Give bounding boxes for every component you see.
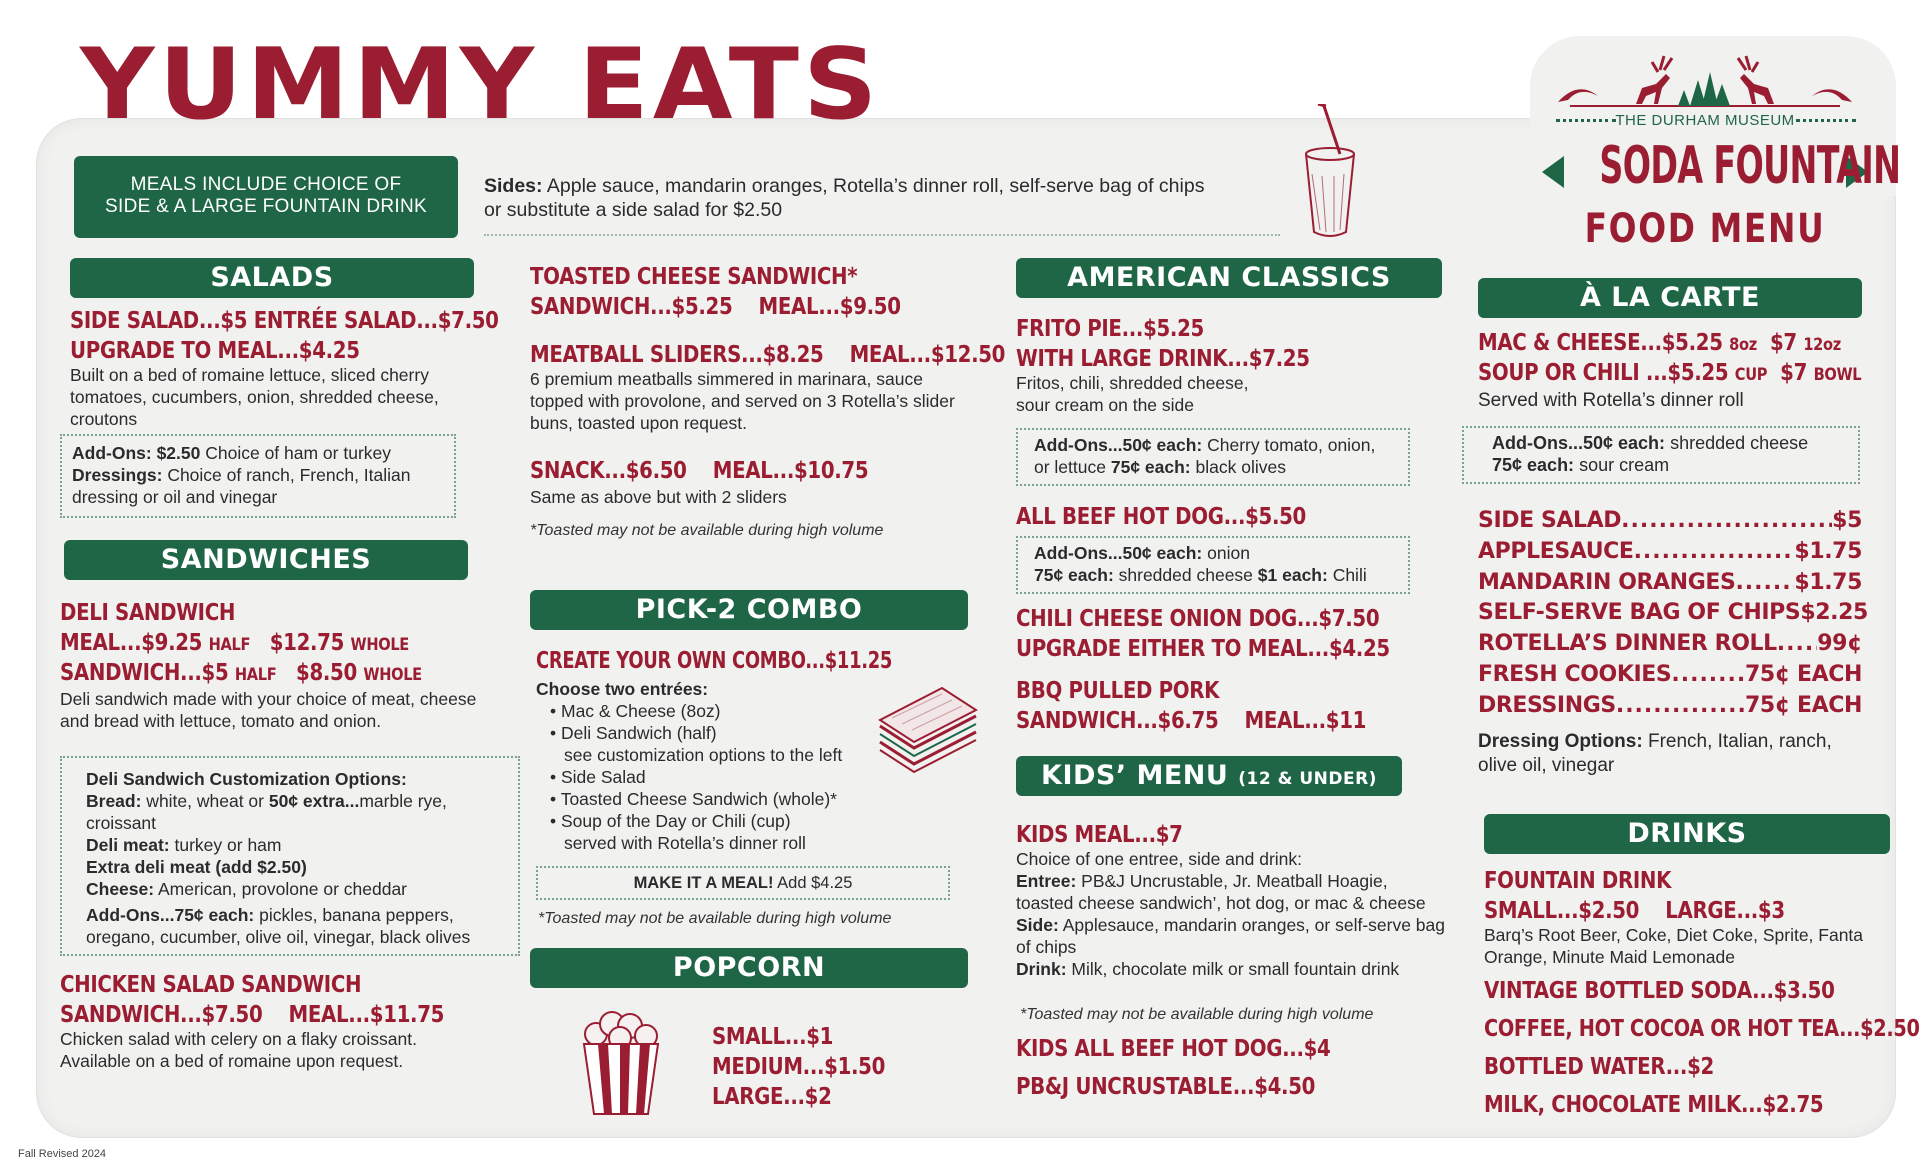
dressing-options-label: Dressing Options: (1478, 731, 1643, 752)
alacarte-row (1478, 537, 1862, 567)
alacarte-addons-box (1462, 426, 1860, 484)
hotdog-addons-line1 (1034, 542, 1392, 564)
soup-price-2: $7 (1780, 360, 1808, 386)
bottled-water: BOTTLED WATER...$2 (1484, 1054, 1714, 1080)
frito-desc: Fritos, chili, shredded cheese, sour cream on the side (1016, 373, 1249, 415)
deli-meal: MEAL...$9.25 (60, 630, 203, 656)
alacarte-row (1478, 598, 1868, 628)
mac-oz-1: 8oz (1729, 335, 1757, 355)
alacarte-row-name: SIDE SALAD (1478, 508, 1622, 533)
meals-include-badge (74, 156, 458, 238)
kids-entree (1016, 870, 1446, 914)
snack-desc: Same as above but with 2 sliders (530, 487, 787, 507)
kids-hot-dog: KIDS ALL BEEF HOT DOG...$4 (1016, 1036, 1331, 1062)
alacarte-row (1478, 660, 1862, 690)
kids-meal: KIDS MEAL...$7 (1016, 822, 1183, 848)
bread-text-2: marble rye, croissant (86, 791, 447, 833)
sides-info (484, 174, 1284, 222)
toast-note: *Toasted may not be available during high volume (530, 522, 884, 539)
alacarte-row-name: FRESH COOKIES (1478, 662, 1672, 687)
alacarte-row-dots (1671, 660, 1745, 690)
soda-cup-icon (1300, 104, 1360, 244)
fountain-prices: SMALL...$2.50 LARGE...$3 (1484, 898, 1785, 924)
header-salads: SALADS (70, 258, 474, 298)
deli-addons-text: pickles, banana peppers, oregano, cucumber, olive oil, vinegar, black olives (86, 905, 471, 947)
salad-addons-text: Choice of ham or turkey (200, 443, 392, 463)
header-a-la-carte: À LA CARTE (1478, 278, 1862, 318)
food-menu-title: FOOD MENU (1584, 206, 1826, 252)
deli-meal-half: HALF (208, 635, 251, 655)
deli-sandwich-prices (60, 658, 422, 690)
mac-oz-2: 12oz (1803, 335, 1841, 355)
salad-addons-box (60, 434, 456, 518)
kids-note: *Toasted may not be available during high volume (1020, 1006, 1374, 1023)
chili-cheese-dog: CHILI CHEESE ONION DOG...$7.50 (1016, 606, 1380, 632)
revised-note: Fall Revised 2024 (18, 1148, 107, 1160)
salad-upgrade: UPGRADE TO MEAL...$4.25 (70, 338, 360, 364)
alacarte-row-dots (1616, 691, 1745, 721)
soup-bowl: BOWL (1813, 365, 1862, 385)
kids-side-text: Applesauce, mandarin oranges, or self-serve bag of chips (1016, 915, 1445, 957)
custom-cheese (86, 878, 494, 900)
header-sandwiches: SANDWICHES (64, 540, 468, 580)
meat-text: turkey or ham (169, 835, 282, 855)
alacarte-row-name: APPLESAUCE (1478, 539, 1634, 564)
kids-desc (1016, 848, 1446, 980)
alacarte-row (1478, 568, 1862, 598)
bread-extra: 50¢ extra... (268, 791, 360, 811)
hotdog-add-label-2: 75¢ each: (1034, 565, 1114, 585)
chicken-desc: Chicken salad with celery on a flaky croissant. Available on a bed of romaine upon request. (60, 1029, 417, 1071)
salad-prices: SIDE SALAD...$5 ENTRÉE SALAD...$7.50 (70, 308, 499, 334)
alacarte-addons-line2 (1492, 454, 1830, 476)
sides-text-2: or substitute a side salad for $2.50 (484, 199, 783, 221)
custom-meat (86, 834, 494, 856)
kids-header-small: (12 & UNDER) (1238, 769, 1377, 789)
alacarte-row-price: 99¢ (1817, 631, 1862, 656)
frito-add-label: Add-Ons...50¢ each: (1034, 435, 1203, 455)
hotdog-add-text-2: shredded cheese (1113, 565, 1258, 585)
chili-upgrade: UPGRADE EITHER TO MEAL...$4.25 (1016, 636, 1390, 662)
alacarte-row-price: 75¢ EACH (1745, 662, 1862, 687)
frito-add-label-2: 75¢ each: (1110, 457, 1191, 477)
popcorn-icon (576, 1004, 666, 1118)
deli-customization-box (60, 756, 520, 956)
chicken-title: CHICKEN SALAD SANDWICH (60, 972, 362, 998)
bread-text: white, wheat or (141, 791, 269, 811)
mac-price: MAC & CHEESE...$5.25 (1478, 330, 1723, 356)
alacarte-row-name: MANDARIN ORANGES (1478, 570, 1736, 595)
alacarte-row-price: $1.75 (1794, 539, 1862, 564)
combo-item: • Side Salad (550, 766, 842, 788)
combo-item-note: served with Rotella’s dinner roll (564, 833, 806, 853)
custom-extra-meat: Extra deli meat (add $2.50) (86, 857, 307, 877)
popcorn-small: SMALL...$1 (712, 1024, 834, 1050)
soup-desc: Served with Rotella’s dinner roll (1478, 390, 1744, 411)
combo-item: • Toasted Cheese Sandwich (whole)* (550, 788, 842, 810)
frito-drink: WITH LARGE DRINK...$7.25 (1016, 346, 1310, 372)
combo-item-note: see customization options to the left (564, 745, 843, 765)
popcorn-large: LARGE...$2 (712, 1084, 832, 1110)
salad-desc: Built on a bed of romaine lettuce, sliced cherry tomatoes, cucumbers, onion, shredded cheese, croutons (70, 365, 439, 429)
header-pick2-combo: PICK-2 COMBO (530, 590, 968, 630)
alacarte-row-price: $2.25 (1800, 600, 1868, 625)
header-drinks: DRINKS (1484, 814, 1890, 854)
deli-sand-half: HALF (234, 665, 277, 685)
soup-chili (1478, 358, 1861, 390)
fountain-desc: Barq’s Root Beer, Coke, Diet Coke, Sprite, Fanta Orange, Minute Maid Lemonade (1484, 925, 1864, 967)
chicken-prices: SANDWICH...$7.50 MEAL...$11.75 (60, 1002, 445, 1028)
hotdog-add-label: Add-Ons...50¢ each: (1034, 543, 1203, 563)
hotdog-add-label-3: $1 each: (1257, 565, 1328, 585)
kids-side (1016, 914, 1446, 958)
milk: MILK, CHOCOLATE MILK...$2.75 (1484, 1092, 1824, 1118)
sides-divider (484, 234, 1280, 236)
soup-price: SOUP OR CHILI ...$5.25 (1478, 360, 1729, 386)
alacarte-row (1478, 691, 1862, 721)
alacarte-row-name: ROTELLA’S DINNER ROLL (1478, 631, 1777, 656)
alacarte-row-dots (1621, 506, 1832, 536)
combo-item: • Deli Sandwich (half) (550, 722, 842, 744)
popcorn-medium: MEDIUM...$1.50 (712, 1054, 886, 1080)
alacarte-row-dots (1634, 537, 1795, 567)
toasted-prices: SANDWICH...$5.25 MEAL...$9.50 (530, 294, 901, 320)
museum-name: THE DURHAM MUSEUM (1615, 112, 1795, 129)
custom-title: Deli Sandwich Customization Options: (86, 769, 407, 789)
alacarte-add-text-2: sour cream (1574, 455, 1670, 475)
salad-dressings-text: Choice of ranch, French, Italian dressing or oil and vinegar (72, 465, 411, 507)
meatball-desc: 6 premium meatballs simmered in marinara, sauce topped with provolone, and served on 3 Rotella’s slider buns, toasted upon request. (530, 369, 955, 433)
meat-label: Deli meat: (86, 835, 170, 855)
deli-desc: Deli sandwich made with your choice of meat, cheese and bread with lettuce, tomato and onion. (60, 689, 477, 731)
kids-drink-text: Milk, chocolate milk or small fountain drink (1066, 959, 1400, 979)
combo-choose: Choose two entrées: (536, 679, 709, 699)
kids-entree-label: Entree: (1016, 871, 1077, 891)
deli-sand: SANDWICH...$5 (60, 660, 229, 686)
alacarte-addons-line1 (1492, 432, 1830, 454)
alacarte-row-name: DRESSINGS (1478, 693, 1616, 718)
header-popcorn: POPCORN (530, 948, 968, 988)
snack-prices: SNACK...$6.50 MEAL...$10.75 (530, 458, 869, 484)
bread-label: Bread: (86, 791, 142, 811)
vintage-soda: VINTAGE BOTTLED SODA...$3.50 (1484, 978, 1835, 1004)
make-meal-label: MAKE IT A MEAL! (633, 874, 774, 892)
salad-dressings (72, 464, 444, 508)
salad-addons-label: Add-Ons: $2.50 (72, 443, 201, 463)
frito-add-text-2: black olives (1190, 457, 1286, 477)
hotdog-addons-line2 (1034, 564, 1392, 586)
alacarte-row-name: SELF-SERVE BAG OF CHIPS (1478, 600, 1801, 625)
combo-title: CREATE YOUR OWN COMBO...$11.25 (536, 648, 893, 674)
alacarte-add-label: Add-Ons...50¢ each: (1492, 433, 1666, 453)
dressing-options (1478, 730, 1868, 778)
combo-item: • Mac & Cheese (8oz) (550, 700, 842, 722)
kids-header: KIDS’ MENU (1041, 760, 1229, 791)
custom-addons (86, 904, 494, 948)
combo-note: *Toasted may not be available during high volume (538, 910, 892, 927)
deli-title: DELI SANDWICH (60, 600, 236, 626)
soup-cup: CUP (1734, 365, 1768, 385)
deli-sand-whole: WHOLE (363, 665, 422, 685)
alacarte-row-price: $5 (1832, 508, 1862, 533)
cheese-text: American, provolone or cheddar (154, 879, 408, 899)
meals-badge-line2: SIDE & A LARGE FOUNTAIN DRINK (105, 196, 427, 217)
alacarte-row-price: $1.75 (1794, 570, 1862, 595)
kids-pbj: PB&J UNCRUSTABLE...$4.50 (1016, 1074, 1316, 1100)
sandwich-icon (872, 680, 982, 780)
coffee-cocoa-tea: COFFEE, HOT COCOA OR HOT TEA...$2.50 (1484, 1016, 1920, 1042)
meatball-prices: MEATBALL SLIDERS...$8.25 MEAL...$12.50 (530, 342, 1006, 368)
mac-price-2: $7 (1769, 330, 1797, 356)
sides-label: Sides: (484, 175, 543, 197)
soda-fountain-title: SODA FOUNTAIN (1599, 136, 1901, 196)
custom-bread (86, 790, 494, 834)
hotdog-addons-box (1016, 536, 1410, 594)
alacarte-row (1478, 506, 1862, 536)
brand-title: YUMMY EATS (80, 28, 882, 142)
alacarte-add-text: shredded cheese (1665, 433, 1809, 453)
soda-fountain-logo (1540, 44, 1901, 264)
meals-badge-line1: MEALS INCLUDE CHOICE OF (130, 174, 402, 195)
deli-sand-whole-price: $8.50 (296, 660, 357, 686)
cheese-label: Cheese: (86, 879, 155, 899)
alacarte-row-price: 75¢ EACH (1745, 693, 1862, 718)
header-american-classics: AMERICAN CLASSICS (1016, 258, 1442, 298)
kids-choice: Choice of one entree, side and drink: (1016, 849, 1303, 869)
kids-entree-text: PB&J Uncrustable, Jr. Meatball Hoagie, toasted cheese sandwich’, hot dog, or mac & cheese (1016, 871, 1426, 913)
deli-addons-label: Add-Ons...75¢ each: (86, 905, 255, 925)
alacarte-row-dots (1735, 568, 1794, 598)
frito-pie: FRITO PIE...$5.25 (1016, 316, 1204, 342)
header-kids-menu (1016, 756, 1402, 796)
deli-meal-whole: WHOLE (350, 635, 409, 655)
ribbon-left-icon (1542, 156, 1564, 188)
combo-item: • Soup of the Day or Chili (cup) (550, 810, 842, 832)
fountain-drink: FOUNTAIN DRINK (1484, 868, 1672, 894)
bbq-title: BBQ PULLED PORK (1016, 678, 1220, 704)
alacarte-row (1478, 629, 1862, 659)
frito-addons-box (1016, 428, 1410, 486)
hotdog-add-text-3: Chili (1327, 565, 1367, 585)
bbq-prices: SANDWICH...$6.75 MEAL...$11 (1016, 708, 1367, 734)
salad-addons (72, 442, 444, 464)
all-beef-hot-dog: ALL BEEF HOT DOG...$5.50 (1016, 504, 1306, 530)
sides-text: Apple sauce, mandarin oranges, Rotella’s dinner roll, self-serve bag of chips (542, 175, 1205, 197)
salad-dressings-label: Dressings: (72, 465, 163, 485)
kids-drink-label: Drink: (1016, 959, 1067, 979)
combo-list (550, 700, 842, 854)
deli-meal-whole-price: $12.75 (269, 630, 345, 656)
alacarte-row-dots (1777, 629, 1818, 659)
toasted-title: TOASTED CHEESE SANDWICH* (530, 264, 858, 290)
kids-drink (1016, 958, 1446, 980)
kids-side-label: Side: (1016, 915, 1059, 935)
dressing-options-text: French, Italian, ranch, olive oil, vinegar (1478, 731, 1832, 776)
make-it-a-meal-box (536, 866, 950, 900)
make-meal-text: Add $4.25 (773, 874, 853, 892)
deli-meal-prices (60, 628, 409, 660)
mac-cheese (1478, 328, 1841, 360)
hotdog-add-text: onion (1202, 543, 1250, 563)
alacarte-add-label-2: 75¢ each: (1492, 455, 1575, 475)
frito-add-text: Cherry tomato, onion, or lettuce (1034, 435, 1376, 477)
